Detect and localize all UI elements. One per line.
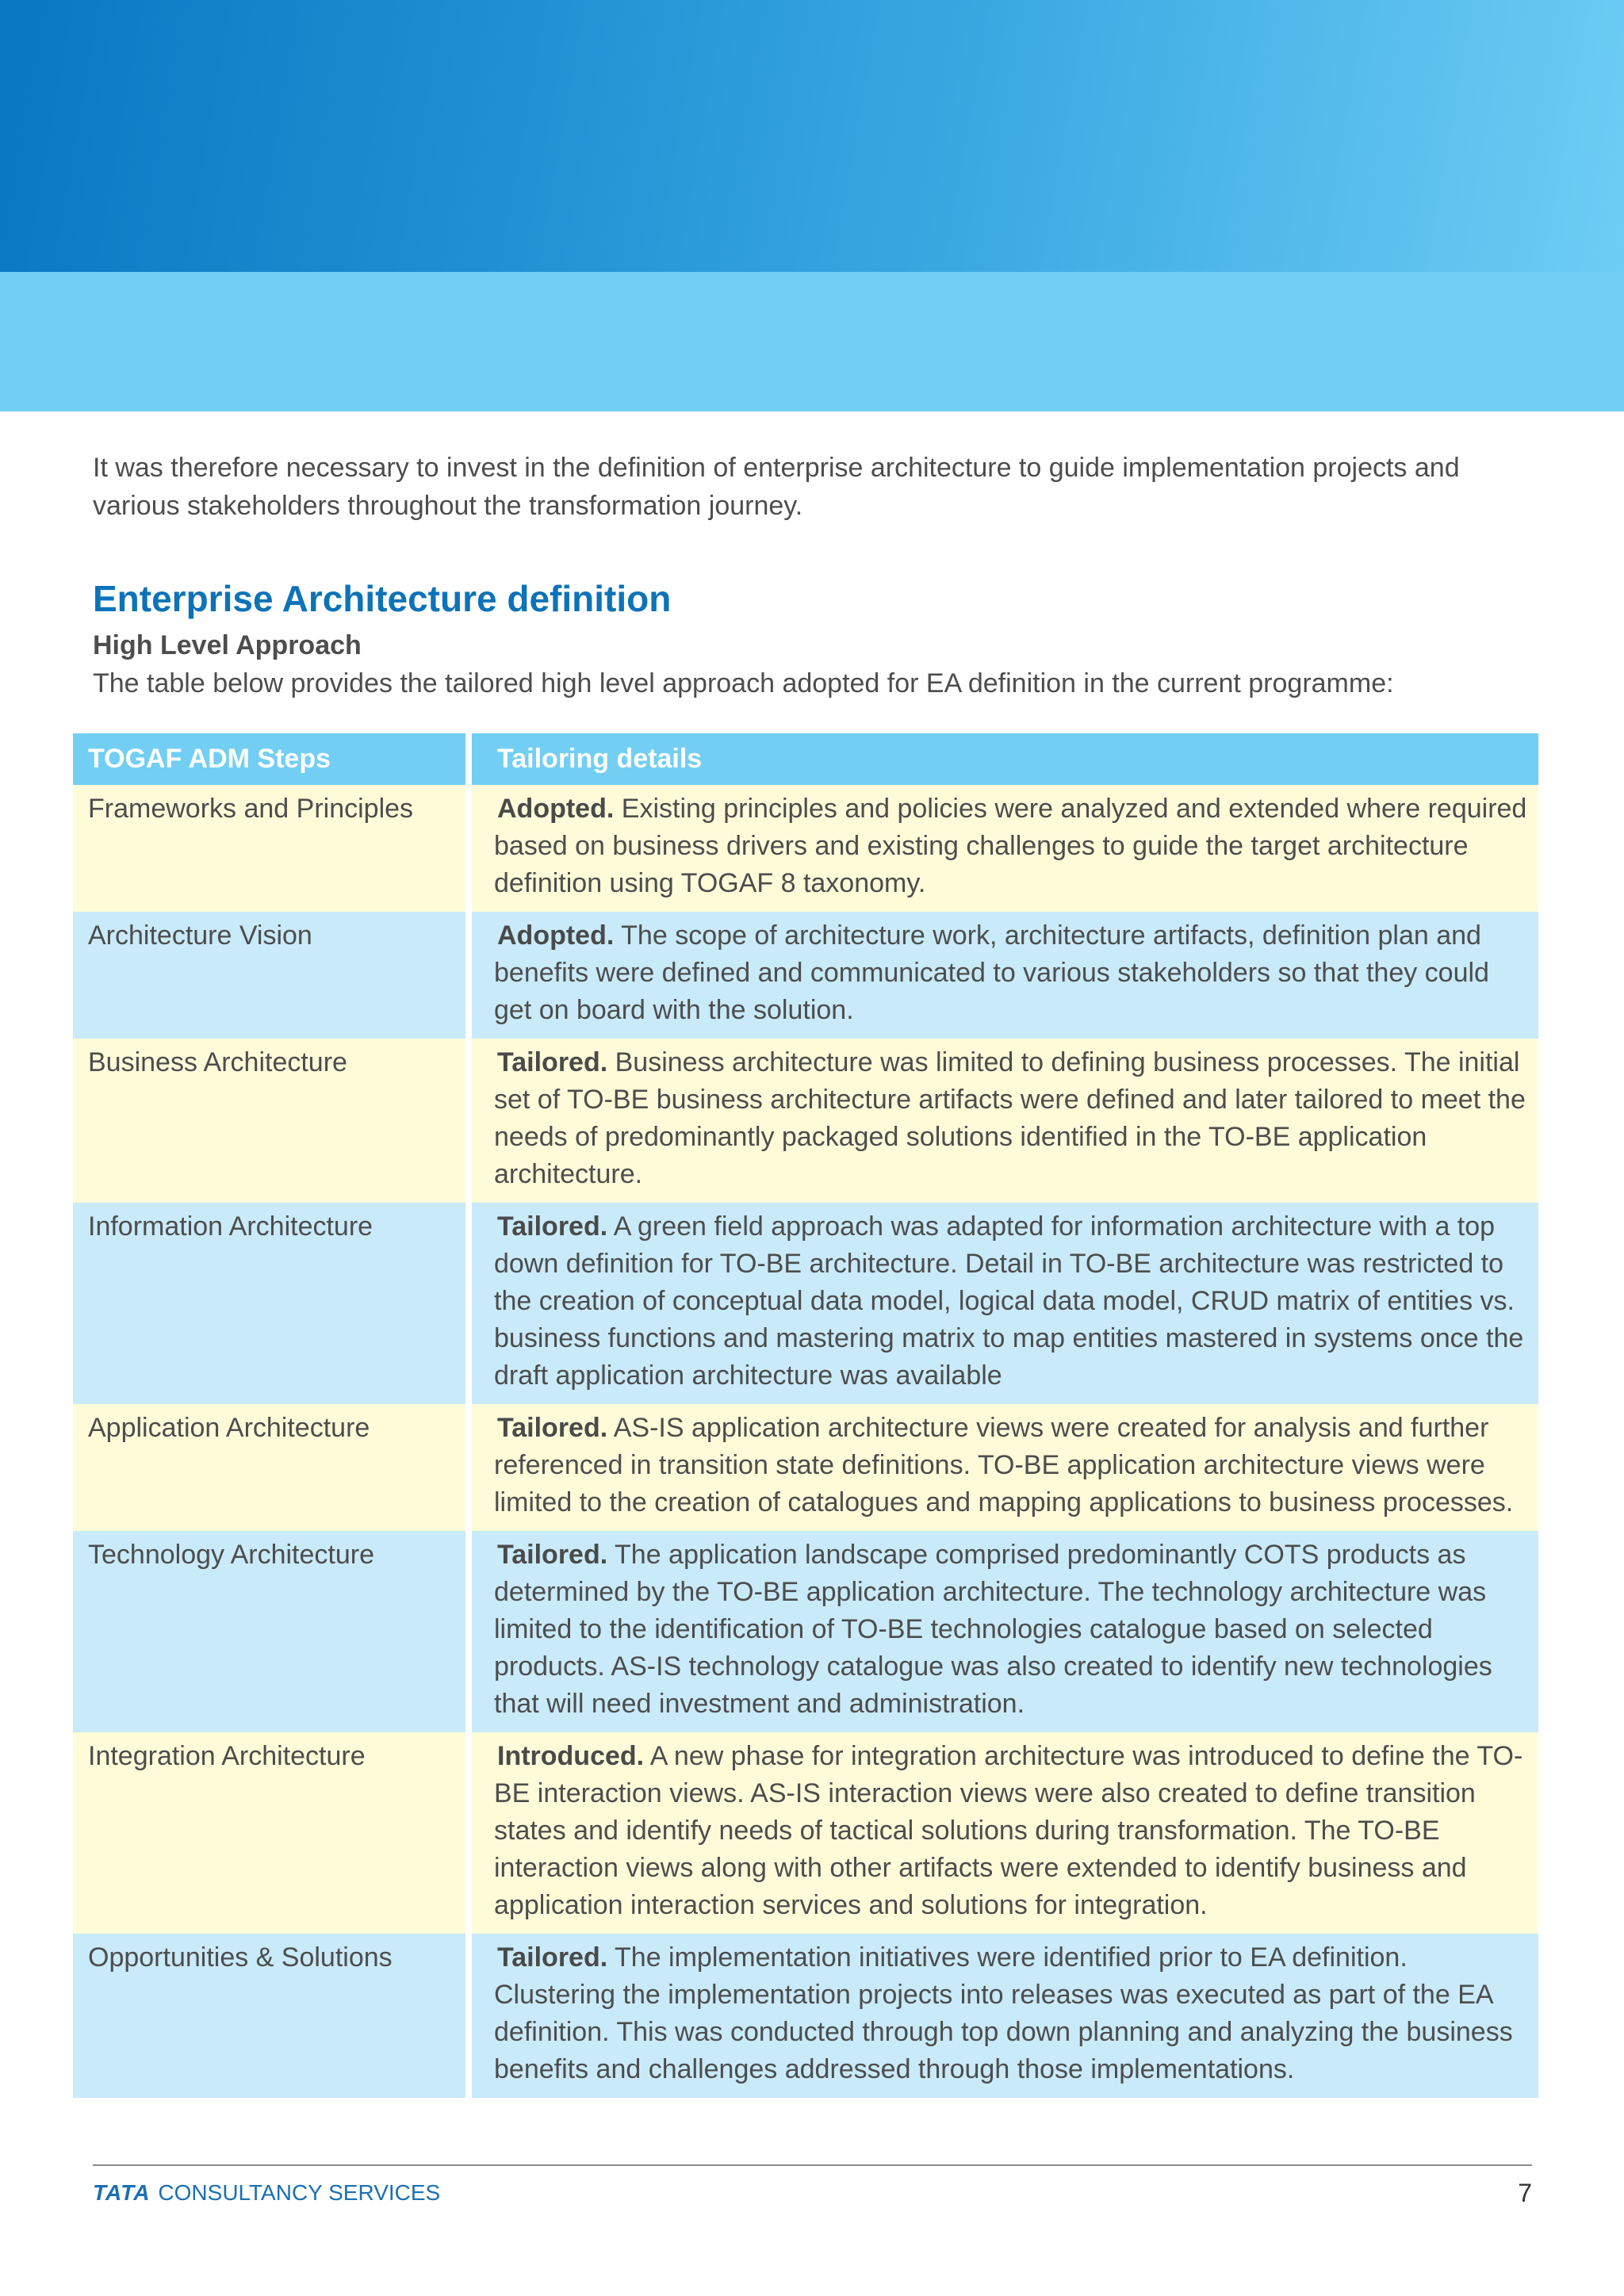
details-cell xyxy=(469,1039,1538,1203)
status-label: Tailored. xyxy=(497,1047,608,1077)
status-label: Tailored. xyxy=(497,1413,608,1443)
details-cell xyxy=(469,1203,1538,1404)
step-cell: Business Architecture xyxy=(73,1039,469,1203)
table-row xyxy=(73,785,1538,912)
details-text: AS-IS application architecture views were created for analysis and further referenced in transition state definitions. TO-BE application architecture views were limited to the creation of catalogues and mapping applications to business processes. xyxy=(494,1413,1514,1517)
column-header-details: Tailoring details xyxy=(469,733,1538,785)
status-label: Introduced. xyxy=(497,1741,645,1771)
step-cell: Opportunities & Solutions xyxy=(73,1934,469,2098)
status-label: Tailored. xyxy=(497,1540,608,1570)
step-cell: Information Architecture xyxy=(73,1203,469,1404)
section-title: Enterprise Architecture definition xyxy=(93,578,672,619)
footer-brand-logo xyxy=(93,2180,440,2206)
details-text: Business architecture was limited to defining business processes. The initial set of TO-BE business architecture artifacts were defined and later tailored to meet the needs of predominantly packaged solutions identified in the TO-BE application architecture. xyxy=(494,1047,1526,1189)
brand-text: CONSULTANCY SERVICES xyxy=(158,2180,441,2205)
table-row xyxy=(73,1934,1538,2098)
table-row xyxy=(73,912,1538,1039)
subheading: High Level Approach xyxy=(93,630,362,660)
status-label: Adopted. xyxy=(497,920,615,951)
details-cell xyxy=(469,785,1538,912)
step-cell: Application Architecture xyxy=(73,1404,469,1531)
table-row xyxy=(73,1531,1538,1732)
step-cell: Technology Architecture xyxy=(73,1531,469,1732)
tata-wordmark: TATA xyxy=(93,2180,151,2205)
step-cell: Frameworks and Principles xyxy=(73,785,469,912)
table-row xyxy=(73,1039,1538,1203)
table-row xyxy=(73,1404,1538,1531)
details-text: Existing principles and policies were analyzed and extended where required based on business drivers and existing challenges to guide the target architecture definition using TOGAF 8 taxonomy. xyxy=(494,794,1527,898)
status-label: Tailored. xyxy=(497,1211,608,1242)
details-text: The scope of architecture work, architecture artifacts, definition plan and benefits were defined and communicated to various stakeholders so that they could get on board with the solution. xyxy=(494,920,1489,1025)
header-banner-band xyxy=(0,272,1624,411)
details-cell xyxy=(469,1732,1538,1934)
intro-paragraph: It was therefore necessary to invest in the definition of enterprise architecture to guide implementation projects and various stakeholders throughout the transformation journey. xyxy=(93,453,1460,521)
lead-paragraph: The table below provides the tailored high level approach adopted for EA definition in the current programme: xyxy=(93,668,1394,698)
page-number: 7 xyxy=(1518,2179,1532,2207)
table-header-row xyxy=(73,733,1538,785)
details-cell xyxy=(469,1404,1538,1531)
status-label: Adopted. xyxy=(497,794,615,824)
footer-divider xyxy=(93,2164,1532,2166)
details-text: The application landscape comprised predominantly COTS products as determined by the TO-BE application architecture. The technology architecture was limited to the identification of TO-BE technologies catalogue based on selected products. AS-IS technology catalogue was also created to identify new technologies that will need investment and administration. xyxy=(494,1540,1492,1719)
column-header-steps: TOGAF ADM Steps xyxy=(73,733,469,785)
table-row xyxy=(73,1203,1538,1404)
header-banner xyxy=(0,0,1624,272)
table-row xyxy=(73,1732,1538,1934)
step-cell: Integration Architecture xyxy=(73,1732,469,1934)
tailoring-table xyxy=(73,733,1538,2098)
details-cell xyxy=(469,1934,1538,2098)
details-text: A green field approach was adapted for information architecture with a top down definition for TO-BE architecture. Detail in TO-BE architecture was restricted to the creation of conceptual data model, logical data model, CRUD matrix of entities vs. business functions and mastering matrix to map entities mastered in systems once the draft application architecture was available xyxy=(494,1211,1524,1391)
details-text: The implementation initiatives were identified prior to EA definition. Clustering the implementation projects into releases was executed as part of the EA definition. This was conducted through top down planning and analyzing the business benefits and challenges addressed through those implementations. xyxy=(494,1942,1513,2084)
details-cell xyxy=(469,912,1538,1039)
details-cell xyxy=(469,1531,1538,1732)
status-label: Tailored. xyxy=(497,1942,608,1973)
details-text: A new phase for integration architecture was introduced to define the TO-BE interaction views. AS-IS interaction views were also created to define transition states and identify needs of tactical solutions during transformation. The TO-BE interaction views along with other artifacts were extended to identify business and application interaction services and solutions for integration. xyxy=(494,1741,1523,1920)
step-cell: Architecture Vision xyxy=(73,912,469,1039)
